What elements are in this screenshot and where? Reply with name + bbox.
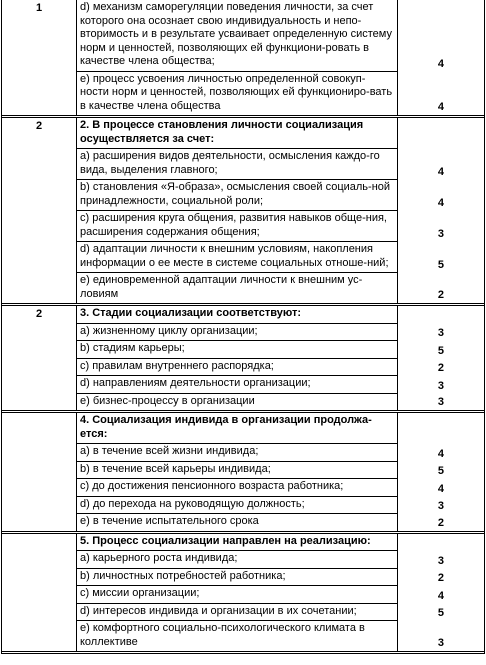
option-row (77, 359, 484, 377)
option-row (77, 180, 484, 211)
option-text: a) карьерного роста индивида; (77, 551, 398, 569)
option-text: c) миссии организации; (77, 586, 398, 604)
option-score: 3 (437, 637, 444, 649)
option-score: 5 (437, 344, 444, 357)
question-content (77, 413, 484, 531)
question-number: 2 (2, 306, 77, 410)
option-score: 4 (437, 589, 444, 602)
option-row (77, 341, 484, 359)
option-score: 5 (437, 259, 444, 271)
question-block (2, 118, 484, 306)
option-row (77, 586, 484, 604)
option-text: a) жизненному циклу организации; (77, 324, 398, 342)
option-text: e) в течение испытательного срока (77, 514, 398, 531)
option-row (77, 444, 484, 462)
question-content (77, 0, 484, 115)
option-row (77, 149, 484, 180)
option-score: 4 (437, 57, 444, 70)
question-title: 2. В процессе становления личности социализация осуществляется за счет: (77, 118, 398, 149)
option-row (77, 394, 484, 411)
question-title-row (77, 306, 484, 324)
option-row (77, 324, 484, 342)
option-score: 3 (437, 396, 444, 408)
option-text: e) процесс усвоения личностью определенной совокуп-ности норм и ценностей, позволяющих ей функциониро-вать в качестве члена общества (77, 72, 398, 116)
question-title: 4. Социализация индивида в организации продолжа-ется: (77, 413, 398, 444)
question-content (77, 306, 484, 410)
option-row (77, 211, 484, 242)
option-text: d) направлениям деятельности организации; (77, 376, 398, 394)
option-score: 4 (437, 447, 444, 460)
option-text: d) до перехода на руководящую должность; (77, 497, 398, 515)
option-score: 3 (437, 228, 444, 240)
question-content (77, 118, 484, 303)
option-score: 3 (437, 379, 444, 392)
option-text: d) интересов индивида и организации в их сочетании; (77, 604, 398, 622)
option-score: 4 (437, 101, 444, 113)
option-score: 2 (437, 362, 444, 374)
option-score: 2 (437, 516, 444, 529)
question-title-row (77, 534, 484, 552)
option-score: 3 (437, 554, 444, 567)
option-score: 4 (437, 197, 444, 209)
question-title-row (77, 413, 484, 444)
question-block (2, 413, 484, 534)
option-row (77, 497, 484, 515)
option-score: 5 (437, 465, 444, 477)
option-text: d) механизм саморегуляции поведения личности, за счет которого она осознает свою индивидуальность и непо-вторимость и в результате усваивает определенную систему норм и ценностей, позволяющих ей функциони-ровать в качестве члена общества; (77, 0, 398, 72)
question-content (77, 534, 484, 652)
test-table (1, 0, 485, 654)
option-row (77, 604, 484, 622)
option-text: a) расширения видов деятельности, осмысления каждо-го вида, выделения главного; (77, 149, 398, 180)
option-text: e) единовременной адаптации личности к внешним ус-ловиям (77, 273, 398, 303)
question-title: 5. Процесс социализации направлен на реализацию: (77, 534, 398, 552)
option-row (77, 569, 484, 587)
answer-cell-empty (398, 306, 484, 324)
option-text: b) стадиям карьеры; (77, 341, 398, 359)
option-text: a) в течение всей жизни индивида; (77, 444, 398, 462)
question-number (2, 534, 77, 652)
option-row (77, 72, 484, 116)
question-block (2, 0, 484, 118)
option-text: e) комфортного социально-психологического климата в коллективе (77, 621, 398, 651)
option-row (77, 551, 484, 569)
option-text: b) становления «Я-образа», осмысления своей социаль-ной принадлежности, социальной роли; (77, 180, 398, 211)
option-score: 3 (437, 327, 444, 339)
option-row (77, 273, 484, 303)
question-block (2, 534, 484, 655)
option-text: c) до достижения пенсионного возраста работника; (77, 479, 398, 497)
question-number: 2 (2, 118, 77, 303)
option-text: d) адаптации личности к внешним условиям, накопления информации о ее месте в системе социальных отноше-ний; (77, 242, 398, 273)
option-row (77, 514, 484, 531)
answer-cell-empty (398, 413, 484, 444)
answer-cell-empty (398, 534, 484, 552)
option-text: c) правилам внутреннего распорядка; (77, 359, 398, 377)
option-row (77, 621, 484, 651)
option-text: c) расширения круга общения, развития навыков обще-ния, расширения содержания общения; (77, 211, 398, 242)
option-score: 4 (437, 482, 444, 495)
option-row (77, 376, 484, 394)
option-row (77, 242, 484, 273)
option-score: 2 (437, 572, 444, 584)
option-text: e) бизнес-процессу в организации (77, 394, 398, 411)
option-text: b) личностных потребностей работника; (77, 569, 398, 587)
option-row (77, 0, 484, 72)
option-row (77, 462, 484, 480)
answer-cell-empty (398, 118, 484, 149)
option-text: b) в течение всей карьеры индивида; (77, 462, 398, 480)
option-score: 2 (437, 289, 444, 301)
question-title-row (77, 118, 484, 149)
option-score: 4 (437, 166, 444, 178)
question-block (2, 306, 484, 413)
option-score: 3 (437, 500, 444, 512)
question-number (2, 413, 77, 531)
question-number: 1 (2, 0, 77, 115)
option-row (77, 479, 484, 497)
question-title: 3. Стадии социализации соответствуют: (77, 306, 398, 324)
option-score: 5 (437, 607, 444, 619)
